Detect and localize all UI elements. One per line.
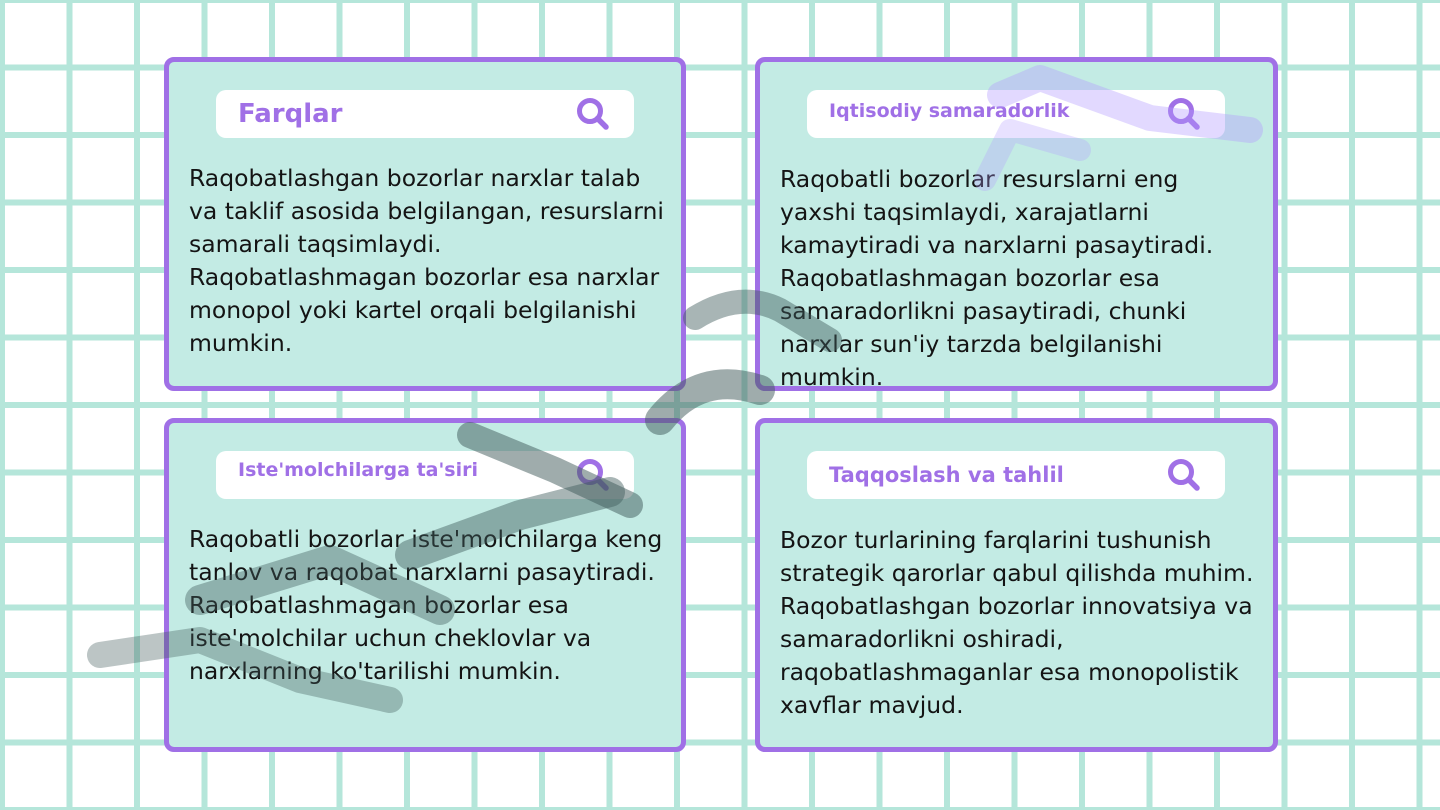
card-iqtisodiy-samaradorlik — [755, 57, 1278, 391]
search-icon[interactable] — [1165, 95, 1203, 133]
card-taqqoslash-va-tahlil — [755, 418, 1278, 752]
search-bar[interactable] — [807, 90, 1225, 138]
search-bar[interactable] — [216, 90, 634, 138]
card-title: Iqtisodiy samaradorlik — [829, 100, 1070, 123]
card-istemolchilarga-tasiri — [164, 418, 686, 752]
card-body-text: Raqobatli bozorlar resurslarni eng yaxshi taqsimlaydi, xarajatlarni kamaytiradi va narxlarni pasaytiradi. Raqobatlashmagan bozorlar esa samaradorlikni pasaytiradi, chunki narxlar sun'iy tarzda belgilanishi mumkin. — [780, 165, 1214, 391]
search-bar[interactable] — [216, 451, 634, 499]
search-icon[interactable] — [574, 456, 612, 494]
card-title: Taqqoslash va tahlil — [829, 463, 1064, 487]
card-body-text: Bozor turlarining farqlarini tushunish strategik qarorlar qabul qilishda muhim. Raqobatlashgan bozorlar innovatsiya va samaradorlikni oshiradi, raqobatlashmaganlar esa monopolistik xavflar mavjud. — [780, 526, 1254, 719]
search-icon[interactable] — [1165, 456, 1203, 494]
card-farqlar — [164, 57, 686, 391]
search-bar[interactable] — [807, 451, 1225, 499]
card-title: Farqlar — [238, 99, 343, 129]
card-body-text: Raqobatlashgan bozorlar narxlar talab va taklif asosida belgilangan, resurslarni samarali taqsimlaydi. Raqobatlashmagan bozorlar esa narxlar monopol yoki kartel orqali belgilanishi mumkin. — [189, 164, 664, 357]
card-title: Iste'molchilarga ta'siri — [238, 459, 478, 482]
card-body-text: Raqobatli bozorlar iste'molchilarga keng tanlov va raqobat narxlarni pasaytiradi. Raqobatlashmagan bozorlar esa iste'molchilar uchun cheklovlar va narxlarning ko'tarilishi mumkin. — [189, 525, 663, 685]
search-icon[interactable] — [574, 95, 612, 133]
